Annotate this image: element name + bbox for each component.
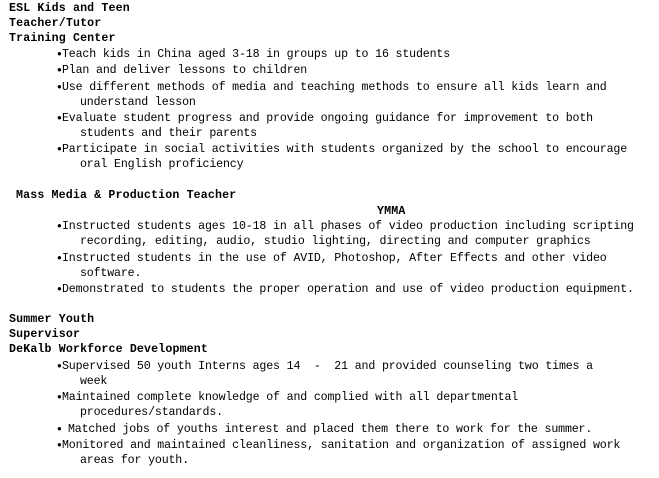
duty-line: Matched jobs of youths interest and placed them there to work for the summer. (68, 423, 593, 436)
duty-line: Teach kids in China aged 3-18 in groups up to 16 students (62, 48, 451, 61)
employer-dekalb-workforce: DeKalb Workforce Development (9, 343, 209, 356)
bullet-dot: ● (57, 441, 62, 450)
employer-ymma: YMMA (377, 205, 406, 218)
duty-line: Instructed students ages 10-18 in all phases of video production including scripting (62, 220, 634, 233)
bullet-dot: ● (57, 425, 62, 434)
bullet-dot: ● (57, 83, 62, 92)
job-title-esl: ESL Kids and Teen (9, 2, 130, 15)
duty-line: Plan and deliver lessons to children (62, 64, 308, 77)
bullet-dot: ● (57, 66, 62, 75)
duty-line: Instructed students in the use of AVID, Photoshop, After Effects and other video (62, 252, 607, 265)
duty-line-continued: recording, editing, audio, studio lighting, directing and computer graphics (80, 235, 591, 248)
duty-line: Demonstrated to students the proper operation and use of video production equipment. (62, 283, 634, 296)
bullet-dot: ● (57, 145, 62, 154)
duty-line: Evaluate student progress and provide ongoing guidance for improvement to both (62, 112, 593, 125)
duty-line-continued: software. (80, 267, 142, 280)
duty-line-continued: understand lesson (80, 96, 196, 109)
duty-line: Supervised 50 youth Interns ages 14 - 21 and provided counseling two times a (62, 360, 593, 373)
bullet-dot: ● (57, 285, 62, 294)
duty-line-continued: students and their parents (80, 127, 257, 140)
duty-line: Use different methods of media and teaching methods to ensure all kids learn and (62, 81, 607, 94)
duty-line-continued: week (80, 375, 108, 388)
bullet-dot: ● (57, 254, 62, 263)
job-title-summer-youth: Summer Youth (9, 313, 95, 326)
duty-line-continued: oral English proficiency (80, 158, 244, 171)
job-role-supervisor: Supervisor (9, 328, 81, 341)
duty-line: Participate in social activities with students organized by the school to encourage (62, 143, 628, 156)
duty-line: Maintained complete knowledge of and complied with all departmental (62, 391, 519, 404)
duty-line: Monitored and maintained cleanliness, sanitation and organization of assigned work (62, 439, 621, 452)
employer-training-center: Training Center (9, 32, 116, 45)
bullet-dot: ● (57, 222, 62, 231)
bullet-dot: ● (57, 114, 62, 123)
duty-line-continued: areas for youth. (80, 454, 189, 467)
job-role-teacher-tutor: Teacher/Tutor (9, 17, 102, 30)
bullet-dot: ● (57, 50, 62, 59)
duty-line-continued: procedures/standards. (80, 406, 223, 419)
bullet-dot: ● (57, 362, 62, 371)
job-title-mass-media: Mass Media & Production Teacher (16, 189, 237, 202)
bullet-dot: ● (57, 393, 62, 402)
